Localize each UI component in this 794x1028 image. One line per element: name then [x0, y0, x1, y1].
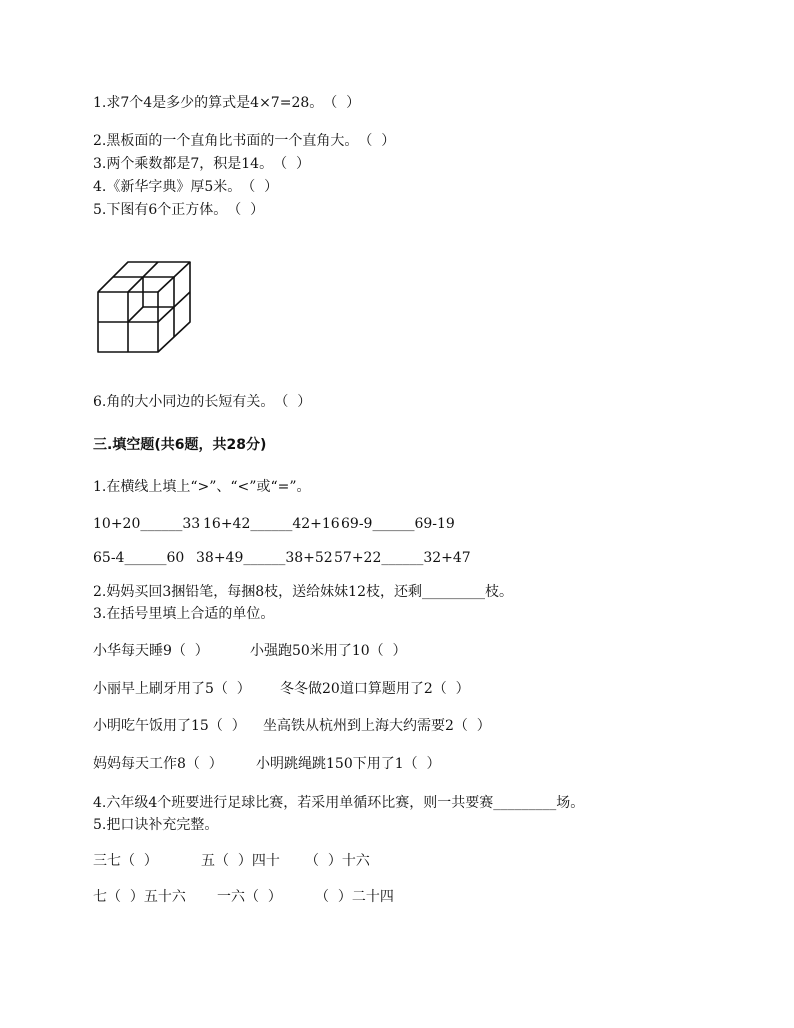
- section-title: 三.填空题(共6题，共28分): [93, 437, 267, 453]
- compare-item: 57+22______32+47: [334, 550, 471, 566]
- compare-item: 38+49______38+52: [196, 550, 333, 566]
- cube-figure: [96, 258, 196, 358]
- unit-item: 小明吃午饭用了15（ ）: [93, 718, 246, 734]
- compare-item: 65-4______60: [93, 550, 185, 566]
- compare-item: 69-9______69-19: [341, 516, 455, 532]
- unit-item: 冬冬做20道口算题用了2（ ）: [280, 681, 470, 697]
- judge-question-3: 3.两个乘数都是7，积是14。 （ ）: [93, 156, 310, 172]
- compare-item: 10+20______33: [93, 516, 201, 532]
- judge-question-2: 2.黑板面的一个直角比书面的一个直角大。 （ ）: [93, 133, 396, 149]
- rhyme-item: 三七（ ）: [93, 853, 158, 869]
- judge-question-6: 6.角的大小同边的长短有关。 （ ）: [93, 394, 312, 410]
- rhyme-item: 五（ ）四十: [201, 853, 280, 869]
- fill-question-4: 4.六年级4个班要进行足球比赛，若采用单循环比赛，则一共要赛_________场。: [93, 795, 585, 811]
- compare-item: 16+42______42+16: [203, 516, 340, 532]
- judge-question-5: 5.下图有6个正方体。 （ ）: [93, 202, 265, 218]
- rhyme-item: 七（ ）五十六: [93, 889, 186, 905]
- fill-question-2: 2.妈妈买回3捆铅笔，每捆8枝，送给妹妹12枝，还剩_________枝。: [93, 584, 513, 600]
- fill-question-3: 3.在括号里填上合适的单位。: [93, 606, 275, 622]
- unit-item: 小华每天睡9（ ）: [93, 643, 209, 659]
- unit-item: 小明跳绳跳150下用了1（ ）: [256, 756, 441, 772]
- unit-item: 坐高铁从杭州到上海大约需要2（ ）: [263, 718, 491, 734]
- unit-item: 小丽早上刷牙用了5（ ）: [93, 681, 251, 697]
- fill-question-1: 1.在横线上填上“>”、“<”或“=”。: [93, 479, 311, 495]
- rhyme-item: （ ）十六: [305, 853, 370, 869]
- unit-item: 妈妈每天工作8（ ）: [93, 756, 223, 772]
- rhyme-item: （ ）二十四: [315, 889, 394, 905]
- fill-question-5: 5.把口诀补充完整。: [93, 817, 219, 833]
- rhyme-item: 一六（ ）: [217, 889, 282, 905]
- unit-item: 小强跑50米用了10（ ）: [250, 643, 407, 659]
- judge-question-1: 1.求7个4是多少的算式是4×7=28。 （ ）: [93, 95, 361, 111]
- judge-question-4: 4.《新华字典》厚5米。 （ ）: [93, 179, 279, 195]
